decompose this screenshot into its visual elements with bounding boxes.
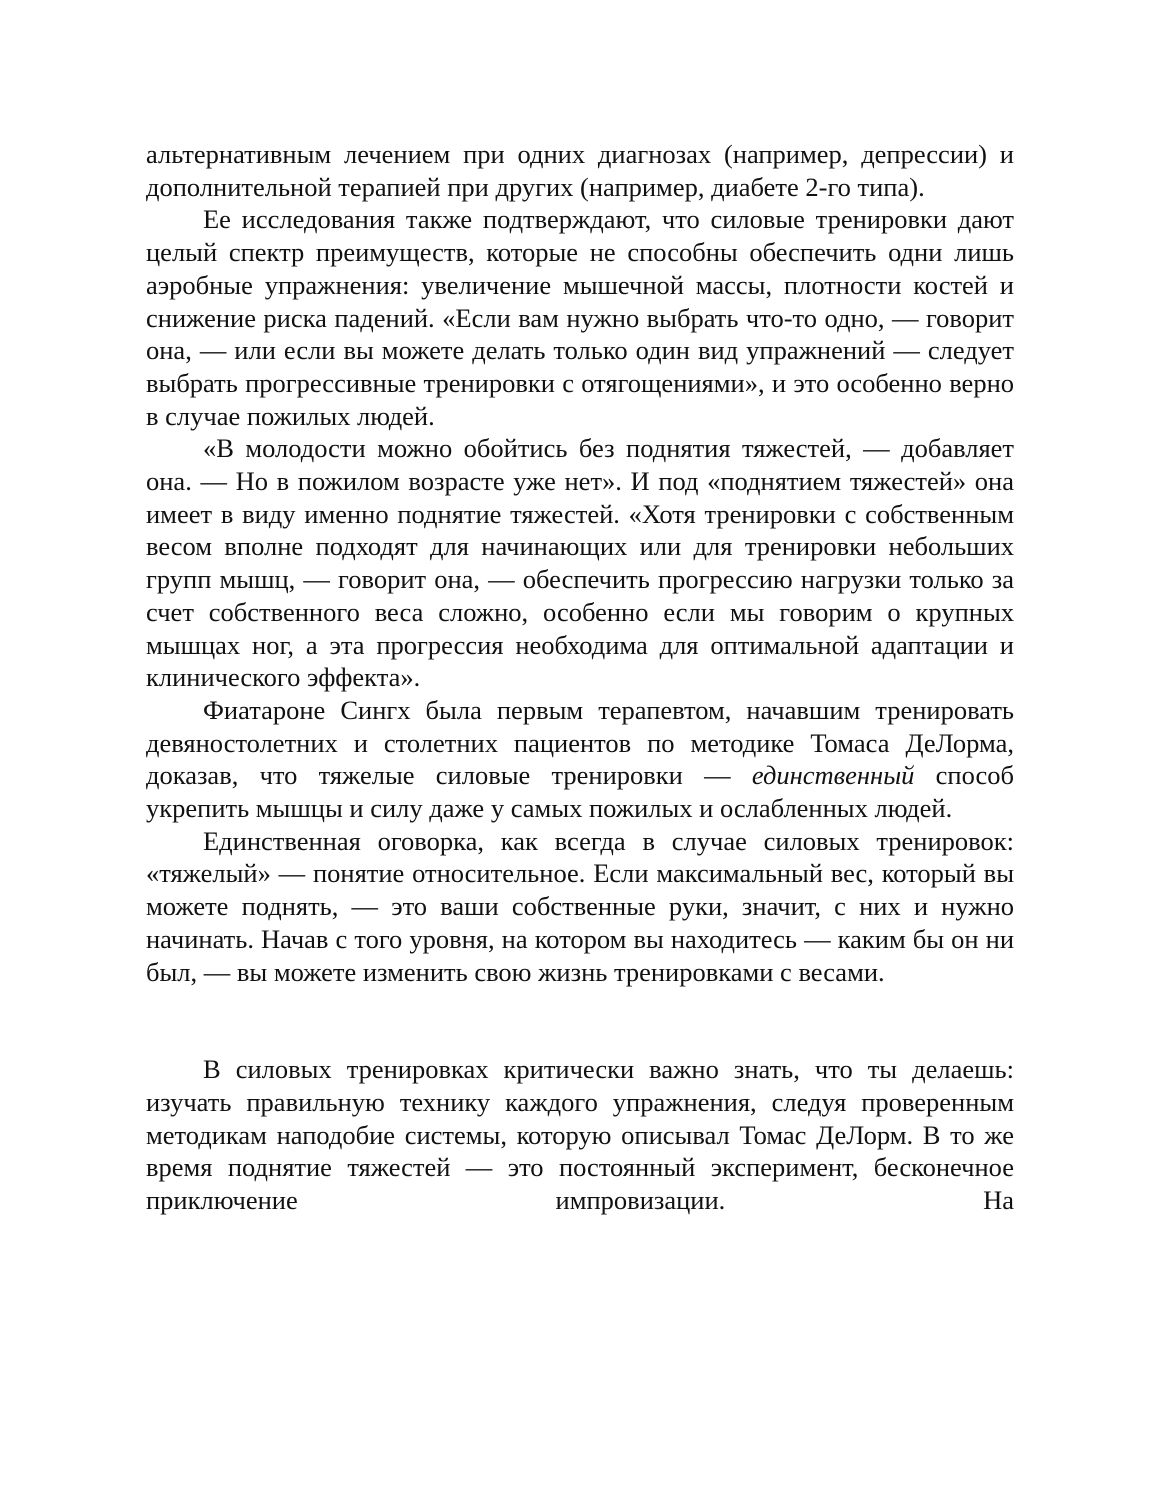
section-break xyxy=(146,988,1014,1053)
paragraph-fiatarone-singh xyxy=(146,694,1014,825)
paragraph-strength-training-benefits: Ее исследования также подтверждают, что силовые тренировки дают целый спектр преимуществ, которые не способны обеспечить одни лишь аэробные упражнения: увеличение мышечной массы, плотности костей и снижение риска падений. «Если вам нужно выбрать что-то одно, — говорит она, — или если вы можете делать только один вид упражнений — следует выбрать прогрессивные тренировки с отягощениями», и это особенно верно в случае пожилых людей. xyxy=(146,204,1014,431)
paragraph-know-what-you-do: В силовых тренировках критически важно знать, что ты делаешь: изучать правильную технику каждого упражнения, следуя проверенным методикам наподобие системы, которую описывал Томас ДеЛорм. В то же время поднятие тяжестей — это постоянный эксперимент, бесконечное приключение импровизации. На xyxy=(146,1054,1014,1216)
emphasized-word: единственный xyxy=(751,760,915,791)
paragraph-text-before-emphasis: Фиатароне Сингх была первым терапевтом, начавшим тренировать девяностолетних и столетних пациентов по методике Томаса ДеЛорма, доказав, что тяжелые силовые тренировки — xyxy=(146,694,1014,791)
paragraph-heavy-is-relative: Единственная оговорка, как всегда в случае силовых тренировок: «тяжелый» — понятие относительное. Если максимальный вес, который вы можете поднять, — это ваши собственные руки, значит, с них и нужно начинать. Начав с того уровня, на котором вы находитесь — каким бы он ни был, — вы можете изменить свою жизнь тренировками с весами. xyxy=(146,825,1014,987)
paragraph-text-after-emphasis: способ укрепить мышцы и силу даже у самых пожилых и ослабленных людей. xyxy=(146,760,1014,824)
paragraph-continuation: альтернативным лечением при одних диагнозах (например, депрессии) и дополнительной терапией при других (например, диабете 2-го типа). xyxy=(146,139,1014,202)
book-page xyxy=(146,138,1014,1217)
paragraph-lifting-in-old-age: «В молодости можно обойтись без поднятия тяжестей, — добавляет она. — Но в пожилом возрасте уже нет». И под «поднятием тяжестей» она имеет в виду именно поднятие тяжестей. «Хотя тренировки с собственным весом вполне подходят для начинающих или для тренировки небольших групп мышц, — говорит она, — обеспечить прогрессию нагрузки только за счет собственного веса сложно, особенно если мы говорим о крупных мышцах ног, а эта прогрессия необходима для оптимальной адаптации и клинического эффекта». xyxy=(146,433,1014,693)
